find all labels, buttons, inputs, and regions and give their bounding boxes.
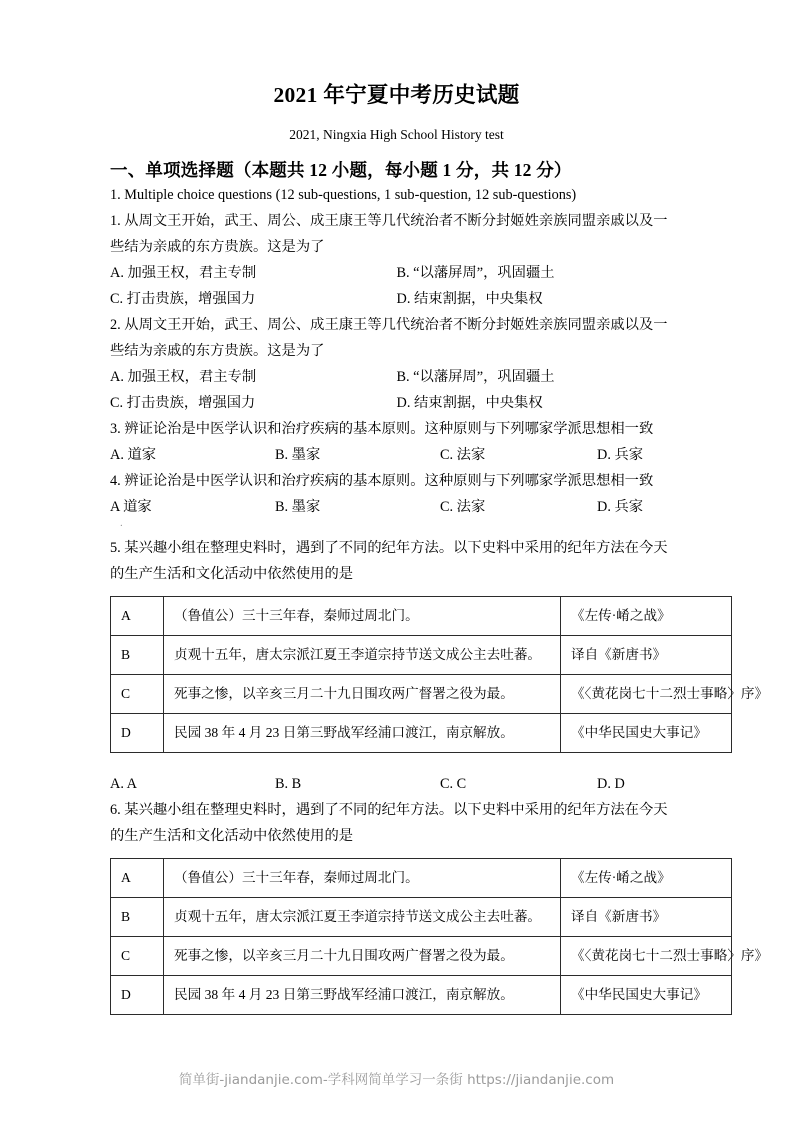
page-subtitle: 2021, Ningxia High School History test [289, 127, 504, 142]
question-4-option-c[interactable]: C. 法家 [440, 499, 486, 515]
table-cell-source: 《左传·崤之战》 [561, 859, 732, 898]
table-row [111, 597, 732, 636]
question-3 [110, 416, 683, 468]
table-cell-key: B [111, 636, 164, 675]
question-1-options-row2 [110, 286, 683, 312]
question-4-option-d[interactable]: D. 兵家 [597, 499, 644, 515]
table-row [111, 675, 732, 714]
question-4 [110, 468, 683, 527]
section-heading: 一、单项选择题（本题共 12 小题，每小题 1 分，共 12 分） [110, 160, 572, 180]
spacer [110, 757, 683, 771]
question-4-option-b[interactable]: B. 墨家 [275, 499, 321, 515]
spacer [110, 527, 683, 535]
question-3-option-b[interactable]: B. 墨家 [275, 447, 321, 463]
question-5 [110, 535, 769, 797]
question-4-options-row [110, 494, 683, 520]
question-5-option-c[interactable]: C. C [440, 776, 467, 792]
question-5-option-b[interactable]: B. B [275, 776, 302, 792]
table-cell-text: 贞观十五年，唐太宗派江夏王李道宗持节送文成公主去吐蕃。 [164, 898, 561, 937]
source-table-question-5 [110, 596, 769, 753]
table-cell-source: 《〈黄花岗七十二烈士事略〉序》 [561, 937, 732, 976]
question-2-stem-line2: 些结为亲戚的东方贵族。这是为了 [110, 343, 325, 359]
table-row [111, 898, 732, 937]
question-1-option-d[interactable]: D. 结束割据，中央集权 [396, 291, 543, 307]
question-2-option-a[interactable]: A. 加强王权，君主专制 [110, 369, 257, 385]
table-cell-source: 《左传·崤之战》 [561, 597, 732, 636]
table-cell-key: C [111, 675, 164, 714]
table-cell-key: B [111, 898, 164, 937]
question-2-stem-line1: 2. 从周文王开始，武王、周公、成王康王等几代统治者不断分封姬姓亲族同盟亲戚以及一 [110, 317, 668, 333]
question-1-option-a[interactable]: A. 加强王权，君主专制 [110, 265, 257, 281]
question-1-option-c[interactable]: C. 打击贵族，增强国力 [110, 291, 256, 307]
question-3-option-a[interactable]: A. 道家 [110, 447, 157, 463]
table-cell-key: D [111, 714, 164, 753]
table-cell-text: 死事之惨，以辛亥三月二十九日围攻两广督署之役为最。 [164, 675, 561, 714]
question-2-options-row1 [110, 364, 683, 390]
question-1-stem-line2: 些结为亲戚的东方贵族。这是为了 [110, 239, 325, 255]
question-5-options-row [110, 771, 683, 797]
question-1-options-row1 [110, 260, 683, 286]
footer-watermark: 简单街-jiandanjie.com-学科网简单学习一条街 https://jiandanjie.com [178, 1072, 615, 1088]
question-1-stem-line1: 1. 从周文王开始，武王、周公、成王康王等几代统治者不断分封姬姓亲族同盟亲戚以及一 [110, 213, 668, 229]
question-2-option-d[interactable]: D. 结束割据，中央集权 [396, 395, 543, 411]
table-row [111, 636, 732, 675]
table-cell-source: 《〈黄花岗七十二烈士事略〉序》 [561, 675, 732, 714]
question-3-stem-line1: 3. 辨证论治是中医学认识和治疗疾病的基本原则。这种原则与下列哪家学派思想相一致 [110, 421, 654, 437]
question-2-option-b[interactable]: B. “以藩屏周”，巩固疆土 [396, 369, 555, 385]
section-heading-english: 1. Multiple choice questions (12 sub-questions, 1 sub-question, 12 sub-questions) [110, 187, 577, 203]
question-4-option-a[interactable]: A 道家 [110, 499, 152, 515]
table-cell-text: 贞观十五年，唐太宗派江夏王李道宗持节送文成公主去吐蕃。 [164, 636, 561, 675]
table-cell-key: D [111, 976, 164, 1015]
table-cell-key: A [111, 597, 164, 636]
question-3-option-d[interactable]: D. 兵家 [597, 447, 644, 463]
question-6 [110, 797, 769, 1015]
table-cell-text: 民园 38 年 4 月 23 日第三野战军经浦口渡江，南京解放。 [164, 976, 561, 1015]
question-3-options-row [110, 442, 683, 468]
question-3-option-c[interactable]: C. 法家 [440, 447, 486, 463]
table-cell-text: （鲁值公）三十三年春，秦师过周北门。 [164, 597, 561, 636]
table-cell-key: C [111, 937, 164, 976]
question-1 [110, 208, 683, 312]
table-cell-text: 民园 38 年 4 月 23 日第三野战军经浦口渡江，南京解放。 [164, 714, 561, 753]
table-cell-text: （鲁值公）三十三年春，秦师过周北门。 [164, 859, 561, 898]
question-2-options-row2 [110, 390, 683, 416]
table-row [111, 714, 732, 753]
question-5-stem-line1: 5. 某兴趣小组在整理史料时，遇到了不同的纪年方法。以下史料中采用的纪年方法在今天 [110, 540, 668, 556]
table-cell-source: 《中华民国史大事记》 [561, 976, 732, 1015]
stray-mark: . [120, 517, 123, 529]
table-cell-source: 译自《新唐书》 [561, 636, 732, 675]
table-row [111, 976, 732, 1015]
table-row [111, 859, 732, 898]
question-6-stem-line2: 的生产生活和文化活动中依然使用的是 [110, 828, 354, 844]
question-2-option-c[interactable]: C. 打击贵族，增强国力 [110, 395, 256, 411]
question-5-option-d[interactable]: D. D [597, 776, 625, 792]
table-row [111, 937, 732, 976]
question-6-stem-line1: 6. 某兴趣小组在整理史料时，遇到了不同的纪年方法。以下史料中采用的纪年方法在今天 [110, 802, 668, 818]
question-5-stem-line2: 的生产生活和文化活动中依然使用的是 [110, 566, 354, 582]
question-5-option-a[interactable]: A. A [110, 776, 138, 792]
source-table-question-6 [110, 858, 769, 1015]
page-title: 2021 年宁夏中考历史试题 [273, 83, 520, 107]
table-cell-text: 死事之惨，以辛亥三月二十九日围攻两广督署之役为最。 [164, 937, 561, 976]
table-cell-source: 译自《新唐书》 [561, 898, 732, 937]
table-cell-key: A [111, 859, 164, 898]
question-1-option-b[interactable]: B. “以藩屏周”，巩固疆土 [396, 265, 555, 281]
table-cell-source: 《中华民国史大事记》 [561, 714, 732, 753]
question-2 [110, 312, 683, 416]
question-4-stem-line1: 4. 辨证论治是中医学认识和治疗疾病的基本原则。这种原则与下列哪家学派思想相一致 [110, 473, 654, 489]
